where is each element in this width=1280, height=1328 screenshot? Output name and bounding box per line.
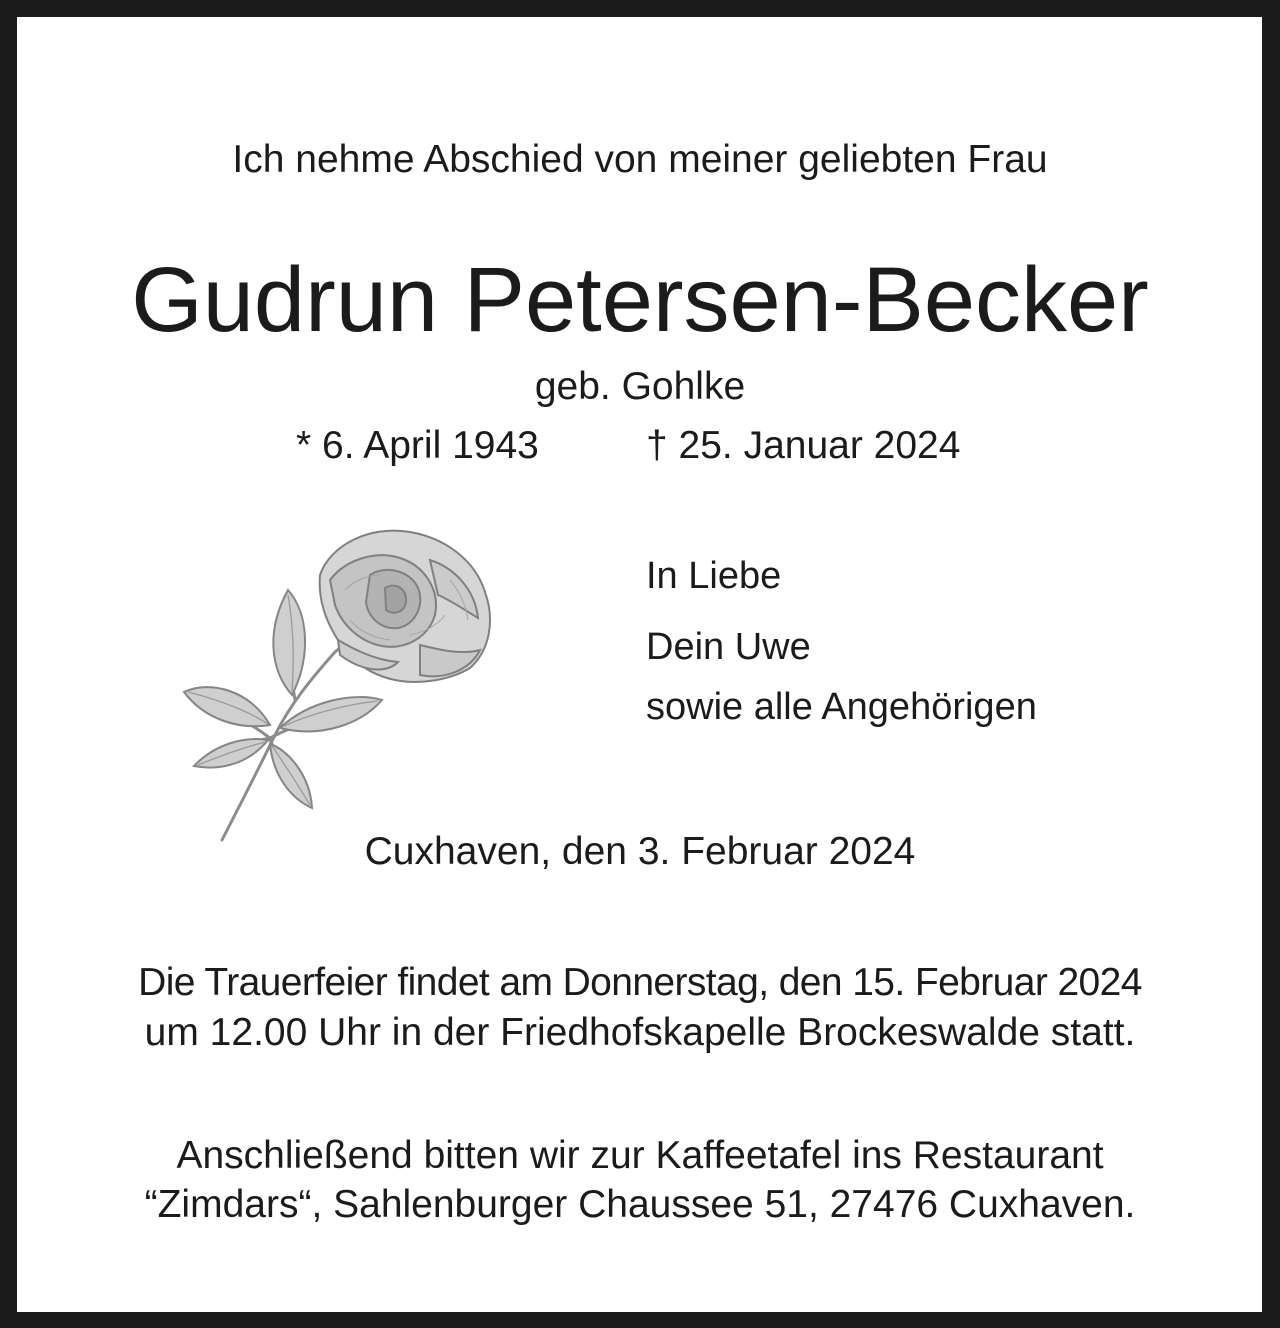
closing-phrase: In Liebe: [646, 555, 782, 597]
reception-info-line: “Zimdars“, Sahlenburger Chaussee 51, 27476 Cuxhaven.: [144, 1183, 1136, 1226]
intro-line: Ich nehme Abschied von meiner geliebten Frau: [232, 138, 1048, 181]
signature-line: Dein Uwe: [646, 626, 811, 668]
place-date: Cuxhaven, den 3. Februar 2024: [364, 830, 916, 873]
reception-info-line: Anschließend bitten wir zur Kaffeetafel ins Restaurant: [176, 1134, 1104, 1177]
rose-illustration: [170, 520, 510, 850]
funeral-info-line: Die Trauerfeier findet am Donnerstag, den 15. Februar 2024: [138, 961, 1142, 1004]
death-date: † 25. Januar 2024: [646, 424, 961, 467]
signature-line: sowie alle Angehörigen: [646, 686, 1037, 728]
funeral-info-line: um 12.00 Uhr in der Friedhofskapelle Brockeswalde statt.: [144, 1011, 1136, 1054]
birth-date: * 6. April 1943: [296, 424, 539, 467]
maiden-name: geb. Gohlke: [534, 365, 746, 408]
deceased-name: Gudrun Petersen-Becker: [131, 249, 1149, 351]
